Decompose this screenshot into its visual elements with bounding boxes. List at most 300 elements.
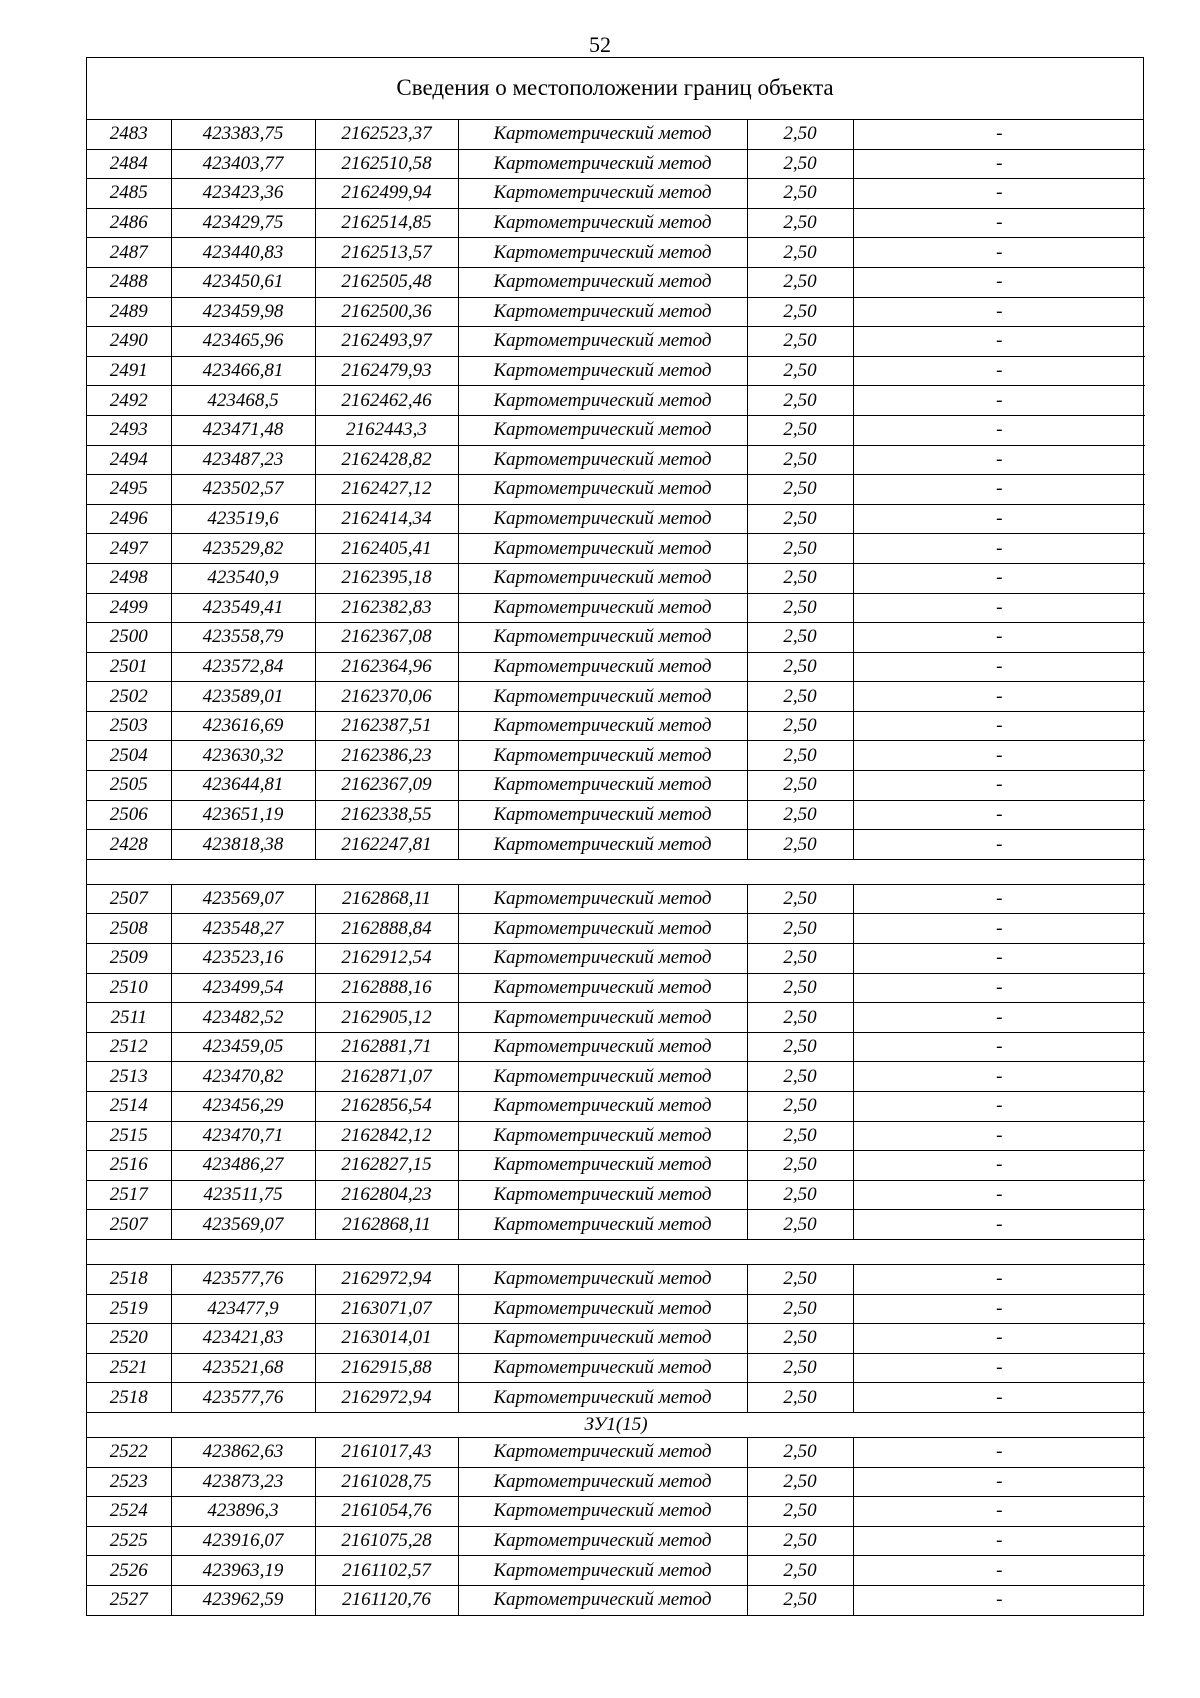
method-cell: Картометрический метод — [458, 944, 747, 974]
y-coordinate-cell: 2162868,11 — [315, 884, 458, 914]
point-number-cell: 2491 — [87, 356, 171, 386]
point-number-cell: 2509 — [87, 944, 171, 974]
method-cell: Картометрический метод — [458, 208, 747, 238]
accuracy-cell: 2,50 — [747, 914, 853, 944]
table-row — [87, 914, 1145, 944]
description-cell: - — [853, 1264, 1145, 1294]
method-cell: Картометрический метод — [458, 445, 747, 475]
accuracy-cell: 2,50 — [747, 504, 853, 534]
y-coordinate-cell: 2162514,85 — [315, 208, 458, 238]
x-coordinate-cell: 423383,75 — [171, 120, 315, 149]
y-coordinate-cell: 2162513,57 — [315, 238, 458, 268]
description-cell: - — [853, 445, 1145, 475]
table-row — [87, 386, 1145, 416]
y-coordinate-cell: 2162370,06 — [315, 682, 458, 712]
y-coordinate-cell: 2162888,16 — [315, 973, 458, 1003]
description-cell: - — [853, 149, 1145, 179]
point-number-cell: 2495 — [87, 475, 171, 505]
point-number-cell: 2498 — [87, 563, 171, 593]
method-cell: Картометрический метод — [458, 1003, 747, 1033]
description-cell: - — [853, 771, 1145, 801]
section-label-row — [87, 1412, 1145, 1437]
description-cell: - — [853, 914, 1145, 944]
accuracy-cell: 2,50 — [747, 267, 853, 297]
method-cell: Картометрический метод — [458, 1210, 747, 1240]
point-number-cell: 2494 — [87, 445, 171, 475]
table-row — [87, 475, 1145, 505]
accuracy-cell: 2,50 — [747, 1556, 853, 1586]
method-cell: Картометрический метод — [458, 830, 747, 860]
x-coordinate-cell: 423465,96 — [171, 327, 315, 357]
accuracy-cell: 2,50 — [747, 1353, 853, 1383]
description-cell: - — [853, 327, 1145, 357]
description-cell: - — [853, 652, 1145, 682]
table-row — [87, 652, 1145, 682]
table-row — [87, 1497, 1145, 1527]
point-number-cell: 2501 — [87, 652, 171, 682]
accuracy-cell: 2,50 — [747, 120, 853, 149]
point-number-cell: 2486 — [87, 208, 171, 238]
y-coordinate-cell: 2162871,07 — [315, 1062, 458, 1092]
y-coordinate-cell: 2162510,58 — [315, 149, 458, 179]
y-coordinate-cell: 2162382,83 — [315, 593, 458, 623]
description-cell: - — [853, 1210, 1145, 1240]
x-coordinate-cell: 423487,23 — [171, 445, 315, 475]
y-coordinate-cell: 2162443,3 — [315, 415, 458, 445]
y-coordinate-cell: 2162804,23 — [315, 1180, 458, 1210]
description-cell: - — [853, 973, 1145, 1003]
method-cell: Картометрический метод — [458, 1467, 747, 1497]
point-number-cell: 2490 — [87, 327, 171, 357]
table-row — [87, 1121, 1145, 1151]
x-coordinate-cell: 423470,71 — [171, 1121, 315, 1151]
description-cell: - — [853, 1003, 1145, 1033]
y-coordinate-cell: 2162505,48 — [315, 267, 458, 297]
point-number-cell: 2515 — [87, 1121, 171, 1151]
method-cell: Картометрический метод — [458, 1526, 747, 1556]
accuracy-cell: 2,50 — [747, 771, 853, 801]
accuracy-cell: 2,50 — [747, 623, 853, 653]
method-cell: Картометрический метод — [458, 682, 747, 712]
point-number-cell: 2493 — [87, 415, 171, 445]
table-row — [87, 593, 1145, 623]
accuracy-cell: 2,50 — [747, 711, 853, 741]
point-number-cell: 2489 — [87, 297, 171, 327]
y-coordinate-cell: 2163014,01 — [315, 1324, 458, 1354]
point-number-cell: 2497 — [87, 534, 171, 564]
table-row — [87, 800, 1145, 830]
table-row — [87, 1437, 1145, 1467]
description-cell: - — [853, 944, 1145, 974]
accuracy-cell: 2,50 — [747, 1585, 853, 1614]
description-cell: - — [853, 238, 1145, 268]
y-coordinate-cell: 2162414,34 — [315, 504, 458, 534]
x-coordinate-cell: 423577,76 — [171, 1264, 315, 1294]
point-number-cell: 2516 — [87, 1151, 171, 1181]
accuracy-cell: 2,50 — [747, 741, 853, 771]
point-number-cell: 2485 — [87, 179, 171, 209]
y-coordinate-cell: 2162367,09 — [315, 771, 458, 801]
y-coordinate-cell: 2162523,37 — [315, 120, 458, 149]
x-coordinate-cell: 423916,07 — [171, 1526, 315, 1556]
description-cell: - — [853, 1032, 1145, 1062]
accuracy-cell: 2,50 — [747, 1003, 853, 1033]
table-row — [87, 327, 1145, 357]
table-row — [87, 1294, 1145, 1324]
method-cell: Картометрический метод — [458, 563, 747, 593]
description-cell: - — [853, 1180, 1145, 1210]
accuracy-cell: 2,50 — [747, 208, 853, 238]
description-cell: - — [853, 120, 1145, 149]
x-coordinate-cell: 423577,76 — [171, 1383, 315, 1413]
table-row — [87, 179, 1145, 209]
method-cell: Картометрический метод — [458, 1032, 747, 1062]
x-coordinate-cell: 423569,07 — [171, 884, 315, 914]
y-coordinate-cell: 2162405,41 — [315, 534, 458, 564]
point-number-cell: 2511 — [87, 1003, 171, 1033]
table-row — [87, 623, 1145, 653]
x-coordinate-cell: 423459,05 — [171, 1032, 315, 1062]
method-cell: Картометрический метод — [458, 771, 747, 801]
accuracy-cell: 2,50 — [747, 238, 853, 268]
y-coordinate-cell: 2162905,12 — [315, 1003, 458, 1033]
accuracy-cell: 2,50 — [747, 475, 853, 505]
y-coordinate-cell: 2162912,54 — [315, 944, 458, 974]
y-coordinate-cell: 2161120,76 — [315, 1585, 458, 1614]
description-cell: - — [853, 267, 1145, 297]
y-coordinate-cell: 2162500,36 — [315, 297, 458, 327]
x-coordinate-cell: 423523,16 — [171, 944, 315, 974]
table-row — [87, 1556, 1145, 1586]
description-cell: - — [853, 534, 1145, 564]
table-row — [87, 1210, 1145, 1240]
method-cell: Картометрический метод — [458, 1585, 747, 1614]
point-number-cell: 2518 — [87, 1264, 171, 1294]
method-cell: Картометрический метод — [458, 623, 747, 653]
y-coordinate-cell: 2162427,12 — [315, 475, 458, 505]
point-number-cell: 2521 — [87, 1353, 171, 1383]
method-cell: Картометрический метод — [458, 179, 747, 209]
accuracy-cell: 2,50 — [747, 563, 853, 593]
y-coordinate-cell: 2162888,84 — [315, 914, 458, 944]
block-separator-row — [87, 859, 1145, 884]
table-row — [87, 711, 1145, 741]
description-cell: - — [853, 1353, 1145, 1383]
method-cell: Картометрический метод — [458, 1294, 747, 1324]
x-coordinate-cell: 423572,84 — [171, 652, 315, 682]
method-cell: Картометрический метод — [458, 386, 747, 416]
table-row — [87, 1585, 1145, 1614]
table-row — [87, 1353, 1145, 1383]
accuracy-cell: 2,50 — [747, 1062, 853, 1092]
x-coordinate-cell: 423651,19 — [171, 800, 315, 830]
block-separator-row — [87, 1239, 1145, 1264]
x-coordinate-cell: 423459,98 — [171, 297, 315, 327]
method-cell: Картометрический метод — [458, 914, 747, 944]
block-separator — [87, 859, 1145, 884]
table-row — [87, 120, 1145, 149]
description-cell: - — [853, 1151, 1145, 1181]
description-cell: - — [853, 1526, 1145, 1556]
point-number-cell: 2500 — [87, 623, 171, 653]
point-number-cell: 2483 — [87, 120, 171, 149]
table-row — [87, 445, 1145, 475]
description-cell: - — [853, 297, 1145, 327]
accuracy-cell: 2,50 — [747, 1497, 853, 1527]
point-number-cell: 2527 — [87, 1585, 171, 1614]
point-number-cell: 2502 — [87, 682, 171, 712]
x-coordinate-cell: 423471,48 — [171, 415, 315, 445]
x-coordinate-cell: 423962,59 — [171, 1585, 315, 1614]
x-coordinate-cell: 423549,41 — [171, 593, 315, 623]
table-row — [87, 1003, 1145, 1033]
accuracy-cell: 2,50 — [747, 1032, 853, 1062]
x-coordinate-cell: 423644,81 — [171, 771, 315, 801]
section-label: ЗУ1(15) — [87, 1412, 1145, 1437]
point-number-cell: 2526 — [87, 1556, 171, 1586]
x-coordinate-cell: 423873,23 — [171, 1467, 315, 1497]
point-number-cell: 2492 — [87, 386, 171, 416]
y-coordinate-cell: 2162367,08 — [315, 623, 458, 653]
x-coordinate-cell: 423477,9 — [171, 1294, 315, 1324]
point-number-cell: 2523 — [87, 1467, 171, 1497]
x-coordinate-cell: 423456,29 — [171, 1092, 315, 1122]
x-coordinate-cell: 423423,36 — [171, 179, 315, 209]
y-coordinate-cell: 2162856,54 — [315, 1092, 458, 1122]
method-cell: Картометрический метод — [458, 1497, 747, 1527]
description-cell: - — [853, 682, 1145, 712]
point-number-cell: 2496 — [87, 504, 171, 534]
method-cell: Картометрический метод — [458, 504, 747, 534]
point-number-cell: 2484 — [87, 149, 171, 179]
accuracy-cell: 2,50 — [747, 944, 853, 974]
accuracy-cell: 2,50 — [747, 1264, 853, 1294]
method-cell: Картометрический метод — [458, 356, 747, 386]
method-cell: Картометрический метод — [458, 593, 747, 623]
y-coordinate-cell: 2162868,11 — [315, 1210, 458, 1240]
table-row — [87, 973, 1145, 1003]
accuracy-cell: 2,50 — [747, 415, 853, 445]
table-row — [87, 267, 1145, 297]
y-coordinate-cell: 2161017,43 — [315, 1437, 458, 1467]
table-row — [87, 1526, 1145, 1556]
y-coordinate-cell: 2162842,12 — [315, 1121, 458, 1151]
table-row — [87, 297, 1145, 327]
point-number-cell: 2506 — [87, 800, 171, 830]
accuracy-cell: 2,50 — [747, 356, 853, 386]
table-row — [87, 771, 1145, 801]
coordinates-body — [87, 120, 1145, 1615]
method-cell: Картометрический метод — [458, 1062, 747, 1092]
x-coordinate-cell: 423616,69 — [171, 711, 315, 741]
accuracy-cell: 2,50 — [747, 973, 853, 1003]
point-number-cell: 2487 — [87, 238, 171, 268]
point-number-cell: 2520 — [87, 1324, 171, 1354]
point-number-cell: 2504 — [87, 741, 171, 771]
point-number-cell: 2525 — [87, 1526, 171, 1556]
point-number-cell: 2508 — [87, 914, 171, 944]
method-cell: Картометрический метод — [458, 884, 747, 914]
description-cell: - — [853, 1556, 1145, 1586]
description-cell: - — [853, 1383, 1145, 1413]
description-cell: - — [853, 1294, 1145, 1324]
description-cell: - — [853, 415, 1145, 445]
table-row — [87, 1151, 1145, 1181]
point-number-cell: 2499 — [87, 593, 171, 623]
x-coordinate-cell: 423519,6 — [171, 504, 315, 534]
x-coordinate-cell: 423421,83 — [171, 1324, 315, 1354]
table-row — [87, 682, 1145, 712]
table-row — [87, 1032, 1145, 1062]
accuracy-cell: 2,50 — [747, 884, 853, 914]
table-row — [87, 884, 1145, 914]
method-cell: Картометрический метод — [458, 475, 747, 505]
accuracy-cell: 2,50 — [747, 327, 853, 357]
table-row — [87, 1180, 1145, 1210]
accuracy-cell: 2,50 — [747, 534, 853, 564]
point-number-cell: 2514 — [87, 1092, 171, 1122]
description-cell: - — [853, 800, 1145, 830]
accuracy-cell: 2,50 — [747, 445, 853, 475]
method-cell: Картометрический метод — [458, 973, 747, 1003]
point-number-cell: 2428 — [87, 830, 171, 860]
table-row — [87, 741, 1145, 771]
y-coordinate-cell: 2162386,23 — [315, 741, 458, 771]
method-cell: Картометрический метод — [458, 415, 747, 445]
y-coordinate-cell: 2161054,76 — [315, 1497, 458, 1527]
point-number-cell: 2518 — [87, 1383, 171, 1413]
table-row — [87, 563, 1145, 593]
method-cell: Картометрический метод — [458, 711, 747, 741]
y-coordinate-cell: 2162479,93 — [315, 356, 458, 386]
description-cell: - — [853, 1585, 1145, 1614]
x-coordinate-cell: 423499,54 — [171, 973, 315, 1003]
accuracy-cell: 2,50 — [747, 1180, 853, 1210]
y-coordinate-cell: 2163071,07 — [315, 1294, 458, 1324]
x-coordinate-cell: 423470,82 — [171, 1062, 315, 1092]
x-coordinate-cell: 423630,32 — [171, 741, 315, 771]
x-coordinate-cell: 423569,07 — [171, 1210, 315, 1240]
x-coordinate-cell: 423403,77 — [171, 149, 315, 179]
accuracy-cell: 2,50 — [747, 386, 853, 416]
table-row — [87, 944, 1145, 974]
description-cell: - — [853, 1467, 1145, 1497]
table-title: Сведения о местоположении границ объекта — [87, 58, 1143, 120]
description-cell: - — [853, 475, 1145, 505]
point-number-cell: 2507 — [87, 884, 171, 914]
description-cell: - — [853, 1062, 1145, 1092]
description-cell: - — [853, 741, 1145, 771]
description-cell: - — [853, 504, 1145, 534]
method-cell: Картометрический метод — [458, 1092, 747, 1122]
y-coordinate-cell: 2162881,71 — [315, 1032, 458, 1062]
description-cell: - — [853, 386, 1145, 416]
description-cell: - — [853, 1437, 1145, 1467]
method-cell: Картометрический метод — [458, 1180, 747, 1210]
y-coordinate-cell: 2161075,28 — [315, 1526, 458, 1556]
x-coordinate-cell: 423818,38 — [171, 830, 315, 860]
description-cell: - — [853, 623, 1145, 653]
description-cell: - — [853, 711, 1145, 741]
y-coordinate-cell: 2162499,94 — [315, 179, 458, 209]
method-cell: Картометрический метод — [458, 800, 747, 830]
accuracy-cell: 2,50 — [747, 682, 853, 712]
accuracy-cell: 2,50 — [747, 593, 853, 623]
accuracy-cell: 2,50 — [747, 179, 853, 209]
x-coordinate-cell: 423521,68 — [171, 1353, 315, 1383]
y-coordinate-cell: 2162827,15 — [315, 1151, 458, 1181]
point-number-cell: 2519 — [87, 1294, 171, 1324]
y-coordinate-cell: 2161028,75 — [315, 1467, 458, 1497]
accuracy-cell: 2,50 — [747, 1437, 853, 1467]
table-row — [87, 1467, 1145, 1497]
description-cell: - — [853, 1121, 1145, 1151]
accuracy-cell: 2,50 — [747, 1151, 853, 1181]
accuracy-cell: 2,50 — [747, 652, 853, 682]
coordinates-grid — [87, 120, 1145, 1615]
table-row — [87, 1092, 1145, 1122]
description-cell: - — [853, 208, 1145, 238]
accuracy-cell: 2,50 — [747, 1324, 853, 1354]
x-coordinate-cell: 423529,82 — [171, 534, 315, 564]
description-cell: - — [853, 1092, 1145, 1122]
table-row — [87, 1324, 1145, 1354]
table-row — [87, 1062, 1145, 1092]
table-row — [87, 534, 1145, 564]
accuracy-cell: 2,50 — [747, 1467, 853, 1497]
point-number-cell: 2503 — [87, 711, 171, 741]
y-coordinate-cell: 2162972,94 — [315, 1383, 458, 1413]
method-cell: Картометрический метод — [458, 741, 747, 771]
point-number-cell: 2524 — [87, 1497, 171, 1527]
method-cell: Картометрический метод — [458, 1151, 747, 1181]
description-cell: - — [853, 563, 1145, 593]
method-cell: Картометрический метод — [458, 327, 747, 357]
x-coordinate-cell: 423440,83 — [171, 238, 315, 268]
accuracy-cell: 2,50 — [747, 297, 853, 327]
method-cell: Картометрический метод — [458, 1121, 747, 1151]
method-cell: Картометрический метод — [458, 1353, 747, 1383]
accuracy-cell: 2,50 — [747, 1294, 853, 1324]
description-cell: - — [853, 356, 1145, 386]
table-row — [87, 830, 1145, 860]
accuracy-cell: 2,50 — [747, 1526, 853, 1556]
description-cell: - — [853, 1497, 1145, 1527]
block-separator — [87, 1239, 1145, 1264]
point-number-cell: 2505 — [87, 771, 171, 801]
y-coordinate-cell: 2162364,96 — [315, 652, 458, 682]
x-coordinate-cell: 423511,75 — [171, 1180, 315, 1210]
page-number: 52 — [589, 32, 611, 57]
point-number-cell: 2510 — [87, 973, 171, 1003]
y-coordinate-cell: 2162395,18 — [315, 563, 458, 593]
x-coordinate-cell: 423589,01 — [171, 682, 315, 712]
y-coordinate-cell: 2162493,97 — [315, 327, 458, 357]
accuracy-cell: 2,50 — [747, 1092, 853, 1122]
table-row — [87, 238, 1145, 268]
x-coordinate-cell: 423963,19 — [171, 1556, 315, 1586]
point-number-cell: 2512 — [87, 1032, 171, 1062]
description-cell: - — [853, 830, 1145, 860]
method-cell: Картометрический метод — [458, 1324, 747, 1354]
method-cell: Картометрический метод — [458, 149, 747, 179]
description-cell: - — [853, 593, 1145, 623]
accuracy-cell: 2,50 — [747, 1383, 853, 1413]
x-coordinate-cell: 423482,52 — [171, 1003, 315, 1033]
table-row — [87, 1264, 1145, 1294]
y-coordinate-cell: 2162915,88 — [315, 1353, 458, 1383]
point-number-cell: 2488 — [87, 267, 171, 297]
